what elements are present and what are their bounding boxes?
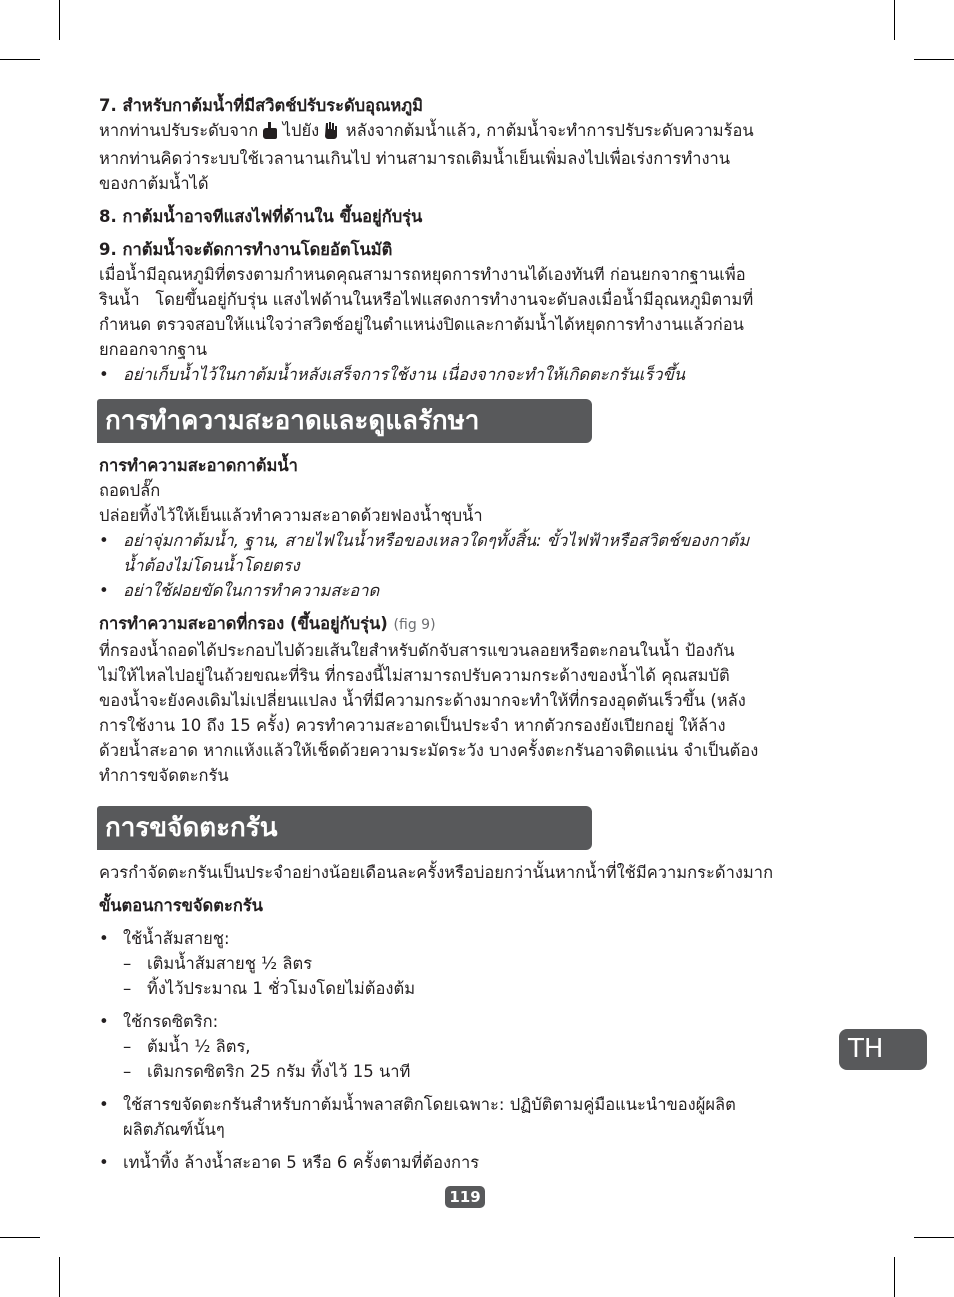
hand-temperature-icon	[324, 121, 340, 146]
dash-mark: –	[123, 979, 132, 998]
bullet-dot: •	[99, 531, 109, 550]
section-9-line: ยกออกจากฐาน	[99, 340, 208, 359]
dash-mark: –	[123, 1037, 132, 1056]
dash-item: – เติมน้ำส้มสายชู ½ ลิตร	[99, 951, 839, 976]
cleaning-kettle-title: การทำความสะอาดกาต้มน้ำ	[99, 456, 298, 475]
thumb-up-icon	[263, 121, 277, 146]
crop-mark	[914, 1237, 954, 1238]
bullet-item: • ใช้น้ำส้มสายชู:	[99, 926, 839, 951]
section-9-title: 9. กาต้มน้ำจะตัดการทำงานโดยอัตโนมัติ	[99, 240, 393, 259]
dash-mark: –	[123, 1062, 132, 1081]
section-7-line: ของกาต้มน้ำได้	[99, 174, 209, 193]
bullet-item: • อย่าจุ่มกาต้มน้ำ, ฐาน, สายไฟในน้ำหรือของเหลวใดๆทั้งสิ้น: ขั้วไฟฟ้าหรือสวิตช์ของกาต้ม น้ำต้องไม่โดนน้ำโดยตรง	[99, 528, 839, 578]
cleaning-filter-title: การทำความสะอาดที่กรอง (ขึ้นอยู่กับรุ่น) (fig 9)	[99, 614, 436, 633]
section-7-line: หากท่านปรับระดับจาก ไปยัง หลังจากต้มน้ำแล้ว, กาต้มน้ำจะทำการปรับระดับความร้อน	[99, 118, 839, 146]
descaling-intro: ควรกำจัดตะกรันเป็นประจำอย่างน้อยเดือนละครั้งหรือบ่อยกว่านั้นหากน้ำที่ใช้มีความกระด้างมาก	[99, 863, 774, 882]
section-7-line: หากท่านคิดว่าระบบใช้เวลานานเกินไป ท่านสามารถเติมน้ำเย็นเพิ่มลงไปเพื่อเร่งการทำงาน	[99, 149, 731, 168]
crop-mark	[59, 0, 60, 40]
dash-mark: –	[123, 954, 132, 973]
crop-mark	[894, 0, 895, 40]
section-9-line: กำหนด ตรวจสอบให้แน่ใจว่าสวิตช์อยู่ในตำแหน่งปิดและกาต้มน้ำได้หยุดการทำงานแล้วก่อน	[99, 315, 744, 334]
section-9-line: รินน้ำ โดยขึ้นอยู่กับรุ่น แสงไฟด้านในหรือไฟแสดงการทำงานจะดับลงเมื่อน้ำมีอุณหภูมิตามที่	[99, 290, 754, 309]
bullet-item: • ใช้กรดซิตริก:	[99, 1009, 839, 1034]
figure-reference: (fig 9)	[393, 617, 436, 633]
descaling-steps-title: ขั้นตอนการขจัดตะกรัน	[99, 896, 263, 915]
dash-item: – ทิ้งไว้ประมาณ 1 ชั่วโมงโดยไม่ต้องต้ม	[99, 976, 839, 1001]
language-tab: TH	[839, 1029, 927, 1070]
crop-mark	[914, 59, 954, 60]
section-8-title: 8. กาต้มน้ำอาจทีแสงไฟที่ด้านใน ขึ้นอยู่กับรุ่น	[99, 207, 423, 226]
filter-line: ด้วยน้ำสะอาด หากแห้งแล้วให้เช็ดด้วยความระมัดระวัง บางครั้งตะกรันอาจติดแน่น จำเป็นต้อง	[99, 741, 759, 760]
crop-mark	[59, 1257, 60, 1297]
bullet-item: • อย่าเก็บน้ำไว้ในกาต้มน้ำหลังเสร็จการใช้งาน เนื่องจากจะทำให้เกิดตะกรันเร็วขึ้น	[99, 362, 839, 387]
bullet-dot: •	[99, 581, 109, 600]
filter-line: ทำการขจัดตะกรัน	[99, 766, 229, 785]
bullet-item: • ใช้สารขจัดตะกรันสำหรับกาต้มน้ำพลาสติกโดยเฉพาะ: ปฏิบัติตามคู่มือแนะนำของผู้ผลิต ผลิตภัณฑ์นั้นๆ	[99, 1092, 839, 1142]
section-7-title: 7. สำหรับกาต้มน้ำที่มีสวิตช์ปรับระดับอุณหภูมิ	[99, 96, 424, 115]
filter-line: ที่กรองน้ำถอดได้ประกอบไปด้วยเส้นใยสำหรับดักจับสารแขวนลอยหรือตะกอนในน้ำ ป้องกัน	[99, 641, 735, 660]
dash-item: – เติมกรดซิตริก 25 กรัม ทิ้งไว้ 15 นาที	[99, 1059, 839, 1084]
filter-line: การใช้งาน 10 ถึง 15 ครั้ง) ควรทำความสะอาดเป็นประจำ หากตัวกรองยังเปียกอยู่ ให้ล้าง	[99, 716, 726, 735]
filter-line: ไม่ให้ไหลไปอยู่ในถ้วยขณะที่ริน ที่กรองนี้ไม่สามารถปรับความกระด้างของน้ำได้ คุณสมบัติ	[99, 666, 730, 685]
bullet-dot: •	[99, 365, 109, 384]
page-content	[99, 93, 839, 1175]
cleaning-line: ปล่อยทิ้งไว้ให้เย็นแล้วทำความสะอาดด้วยฟองน้ำชุบน้ำ	[99, 506, 483, 525]
section-9-line: เมื่อน้ำมีอุณหภูมิที่ตรงตามกำหนดคุณสามารถหยุดการทำงานได้เองทันที ก่อนยกจากฐานเพื่อ	[99, 265, 746, 284]
dash-item: – ต้มน้ำ ½ ลิตร,	[99, 1034, 839, 1059]
descaling-banner: การขจัดตะกรัน	[97, 806, 592, 850]
bullet-dot: •	[99, 1012, 109, 1031]
bullet-dot: •	[99, 1095, 109, 1114]
bullet-item: • เทน้ำทิ้ง ล้างน้ำสะอาด 5 หรือ 6 ครั้งตามที่ต้องการ	[99, 1150, 839, 1175]
page-number: 119	[445, 1186, 485, 1208]
crop-mark	[894, 1257, 895, 1297]
cleaning-banner: การทำความสะอาดและดูแลรักษา	[97, 399, 592, 443]
cleaning-line: ถอดปลั๊ก	[99, 481, 161, 500]
crop-mark	[0, 59, 40, 60]
filter-line: ของน้ำจะยังคงเดิมไม่เปลี่ยนแปลง น้ำที่มีความกระด้างมากจะทำให้ที่กรองอุดตันเร็วขึ้น (หลัง	[99, 691, 746, 710]
bullet-dot: •	[99, 1153, 109, 1172]
crop-mark	[0, 1237, 40, 1238]
bullet-item: • อย่าใช้ฝอยขัดในการทำความสะอาด	[99, 578, 839, 603]
bullet-dot: •	[99, 929, 109, 948]
